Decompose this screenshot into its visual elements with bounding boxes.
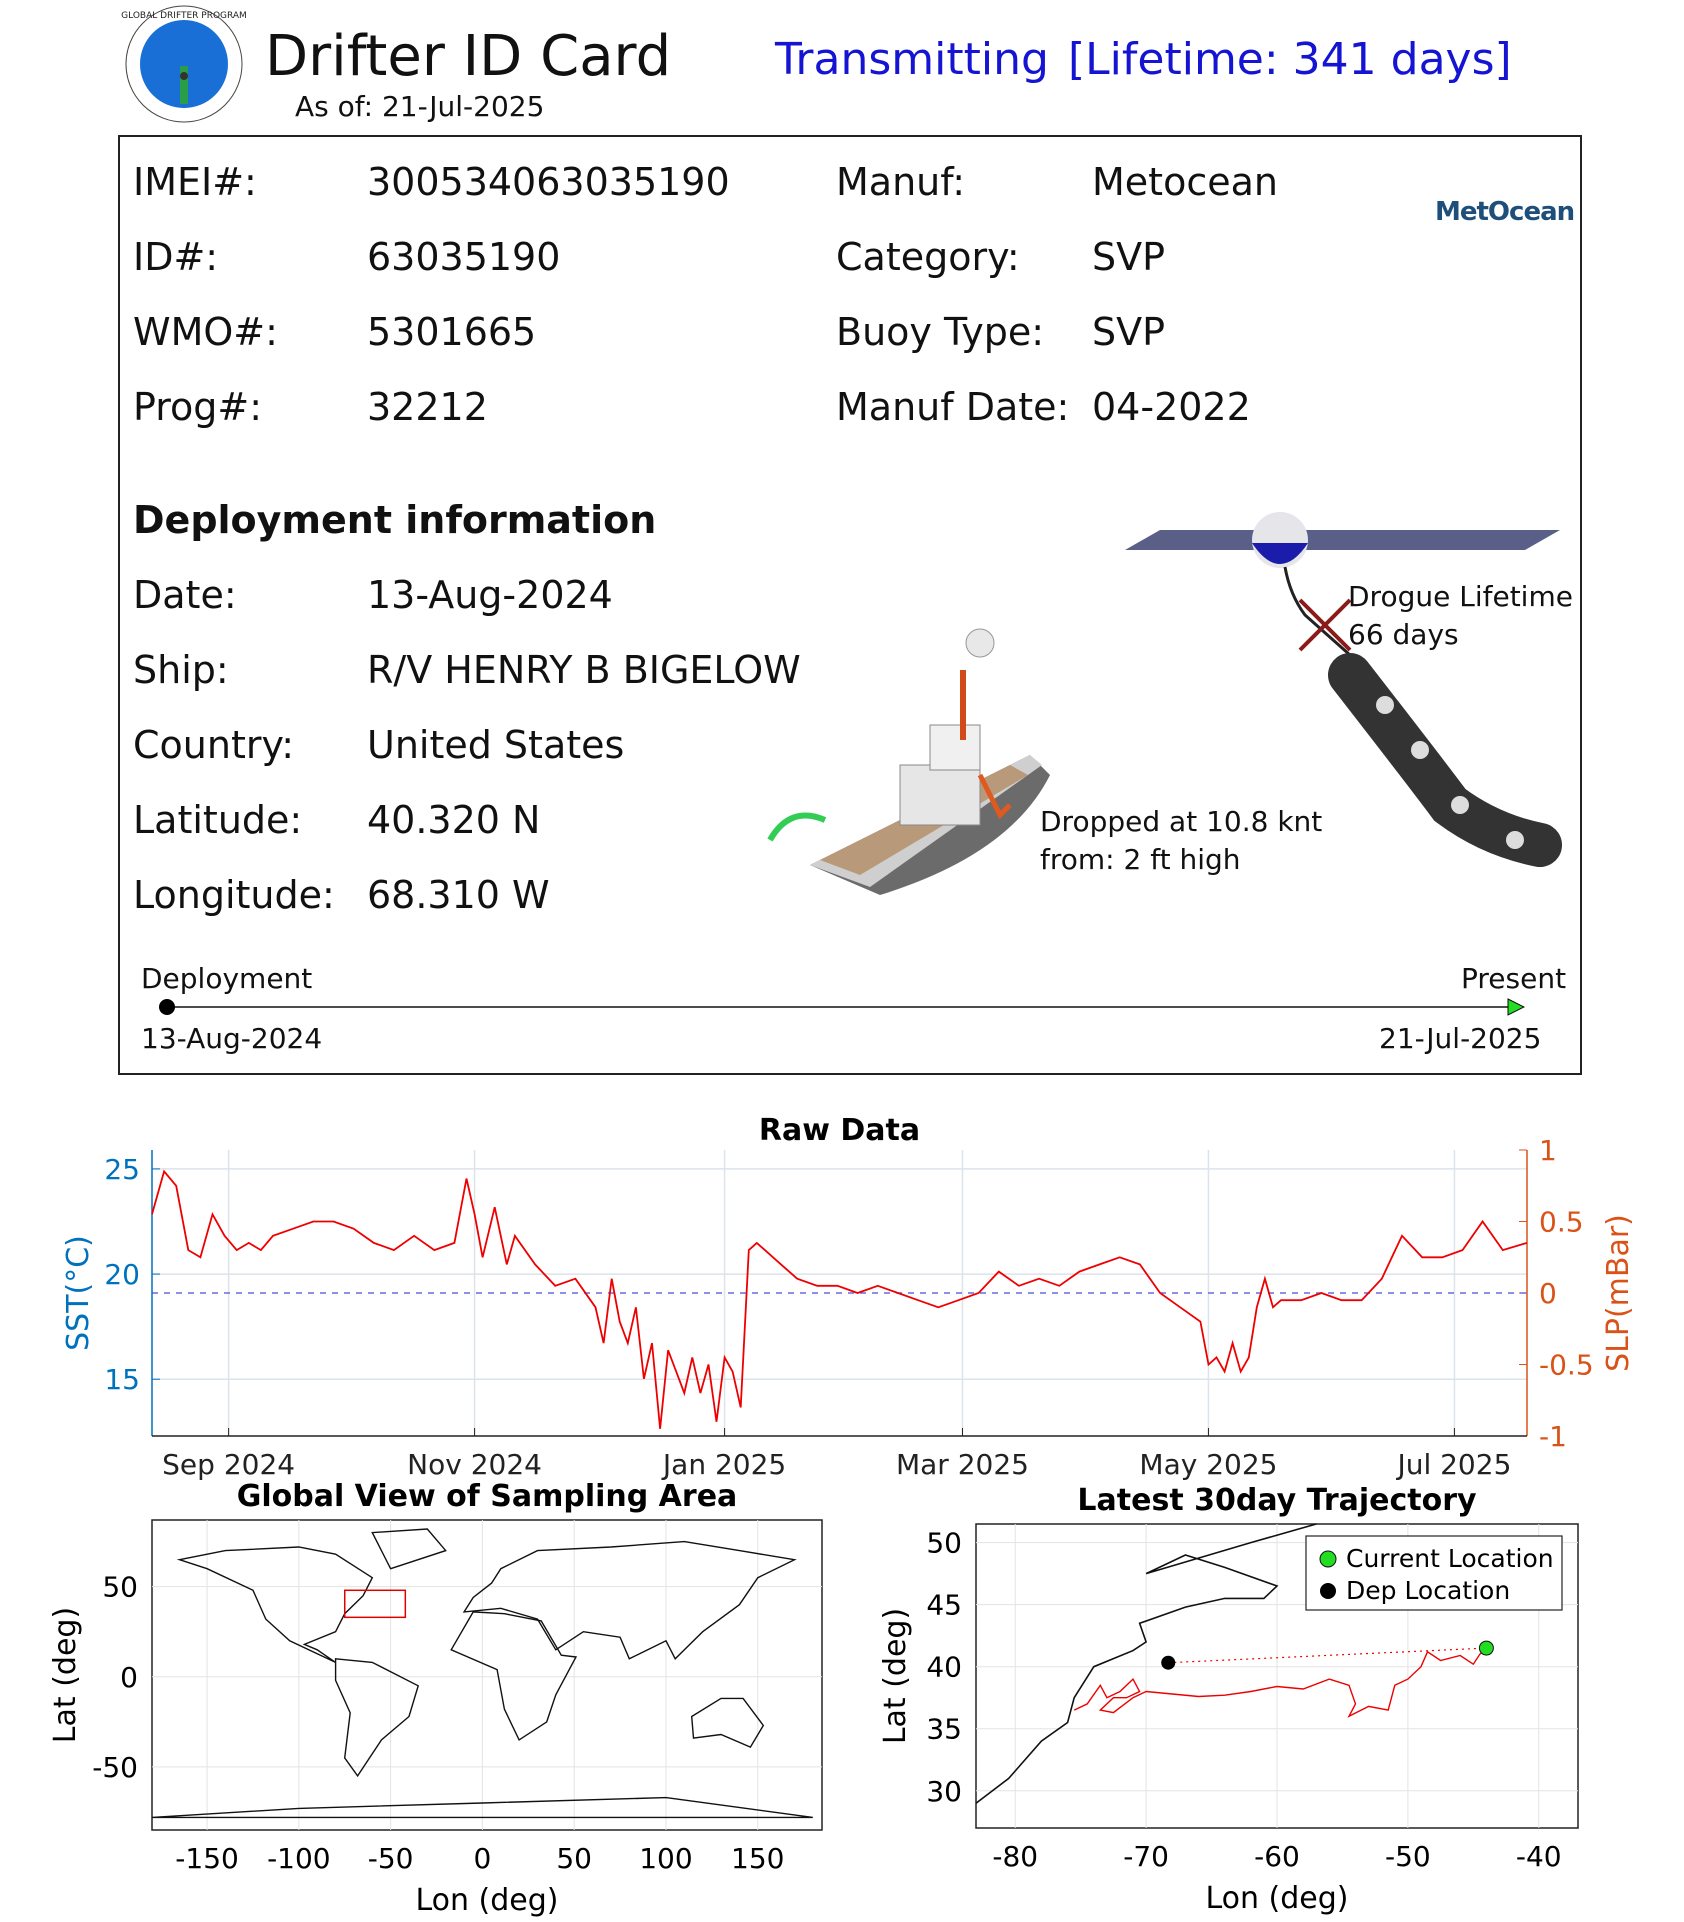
id-label: ID#: [133, 235, 219, 279]
raw-y-right-tick-label: 0.5 [1539, 1205, 1584, 1239]
prog-value: 32212 [367, 385, 488, 429]
global-chart-title: Global View of Sampling Area [236, 1479, 738, 1514]
dep-date-label: Date: [133, 573, 237, 617]
legend-dep-label: Dep Location [1346, 1576, 1511, 1605]
drop-height-text: from: 2 ft high [1040, 843, 1241, 876]
raw-y-left-tick-label: 15 [104, 1363, 140, 1397]
global-x-tick-label: 0 [473, 1842, 492, 1875]
global-x-tick-label: -100 [267, 1842, 331, 1875]
traj-y-tick-label: 35 [926, 1712, 962, 1746]
wmo-label: WMO#: [133, 310, 278, 354]
dep-location-marker [1161, 1656, 1175, 1670]
global-x-tick-label: 150 [731, 1842, 785, 1875]
imei-label: IMEI#: [133, 160, 257, 204]
traj-x-axis-label: Lon (deg) [1205, 1881, 1349, 1916]
trajectory-chart [860, 1470, 1684, 1922]
category-label: Category: [836, 235, 1020, 279]
country-value: United States [367, 723, 625, 767]
raw-x-tick-label: May 2025 [1139, 1448, 1278, 1480]
raw-slp-series-line [152, 1171, 1527, 1428]
raw-y-right-tick-label: 1 [1539, 1134, 1557, 1167]
traj-x-tick-label: -50 [1385, 1840, 1431, 1873]
traj-y-tick-label: 45 [926, 1588, 962, 1622]
raw-chart-title: Raw Data [758, 1113, 921, 1148]
legend-current-label: Current Location [1346, 1544, 1554, 1573]
manuf-value: Metocean [1092, 160, 1278, 204]
lifetime-badge: [Lifetime: 341 days] [1068, 34, 1512, 85]
global-x-tick-label: 50 [556, 1842, 593, 1875]
raw-left-axis-label: SST(°C) [61, 1235, 96, 1351]
global-y-tick-label: 0 [120, 1660, 138, 1694]
lon-label: Longitude: [133, 873, 335, 917]
global-x-tick-label: 100 [639, 1842, 693, 1875]
legend-current-marker [1320, 1551, 1336, 1567]
global-view-chart [0, 1470, 850, 1922]
gdp-logo [118, 2, 258, 130]
id-value: 63035190 [367, 235, 561, 279]
global-y-tick-label: 50 [102, 1570, 138, 1604]
raw-x-tick-label: Jan 2025 [662, 1448, 787, 1480]
raw-y-right-tick-label: 0 [1539, 1277, 1557, 1310]
traj-y-tick-label: 40 [926, 1650, 962, 1684]
country-label: Country: [133, 723, 294, 767]
global-x-axis-label: Lon (deg) [415, 1883, 559, 1918]
timeline-start-marker [159, 999, 175, 1015]
timeline-bar [150, 995, 1530, 1019]
raw-x-tick-label: Jul 2025 [1397, 1448, 1512, 1480]
ship-label: Ship: [133, 648, 229, 692]
raw-x-tick-label: Nov 2024 [407, 1448, 542, 1480]
deployment-heading: Deployment information [133, 498, 657, 542]
legend-dep-marker [1320, 1583, 1336, 1599]
timeline-end-label: Present [1461, 962, 1567, 995]
drogue-lifetime-label: Drogue Lifetime [1348, 580, 1573, 613]
manuf-label: Manuf: [836, 160, 966, 204]
traj-x-tick-label: -40 [1515, 1840, 1562, 1873]
lat-label: Latitude: [133, 798, 303, 842]
manuf-date-value: 04-2022 [1092, 385, 1251, 429]
global-x-tick-label: -50 [367, 1842, 414, 1875]
traj-y-tick-label: 50 [926, 1526, 962, 1560]
lon-value: 68.310 W [367, 873, 550, 917]
raw-y-left-tick-label: 25 [104, 1152, 140, 1186]
traj-y-tick-label: 30 [926, 1774, 962, 1808]
transmit-status: Transmitting [775, 34, 1049, 85]
page-title: Drifter ID Card [265, 24, 672, 89]
lat-value: 40.320 N [367, 798, 541, 842]
timeline-start-label: Deployment [141, 962, 313, 995]
as-of-date: As of: 21-Jul-2025 [295, 90, 545, 123]
drifter-illustration [1120, 505, 1570, 885]
current-location-marker [1479, 1641, 1493, 1655]
buoy-type-label: Buoy Type: [836, 310, 1045, 354]
raw-x-tick-label: Sep 2024 [162, 1448, 296, 1480]
dep-date-value: 13-Aug-2024 [367, 573, 613, 617]
raw-y-right-tick-label: -1 [1539, 1420, 1567, 1453]
raw-data-chart [0, 1100, 1684, 1480]
raw-right-axis-label: SLP(mBar) [1601, 1214, 1636, 1372]
category-value: SVP [1092, 235, 1166, 279]
raw-y-right-tick-label: -0.5 [1539, 1348, 1594, 1382]
traj-chart-title: Latest 30day Trajectory [1077, 1483, 1477, 1518]
global-y-tick-label: -50 [92, 1750, 138, 1784]
imei-value: 300534063035190 [367, 160, 730, 204]
prog-label: Prog#: [133, 385, 263, 429]
traj-y-axis-label: Lat (deg) [878, 1607, 913, 1745]
logo-ring-text: GLOBAL DRIFTER PROGRAM [121, 11, 247, 21]
manuf-date-label: Manuf Date: [836, 385, 1070, 429]
raw-y-left-tick-label: 20 [104, 1258, 140, 1292]
drop-speed-text: Dropped at 10.8 knt [1040, 805, 1323, 838]
raw-x-tick-label: Mar 2025 [895, 1448, 1029, 1480]
ship-value: R/V HENRY B BIGELOW [367, 648, 801, 692]
traj-x-tick-label: -80 [992, 1840, 1039, 1873]
traj-x-tick-label: -70 [1123, 1840, 1169, 1873]
drogue-lifetime-days: 66 days [1348, 618, 1459, 651]
timeline-present-marker [1508, 999, 1524, 1015]
traj-x-tick-label: -60 [1254, 1840, 1300, 1873]
ship-illustration [760, 625, 1070, 905]
timeline-start-date: 13-Aug-2024 [141, 1022, 323, 1055]
manufacturer-logo: MetOcean [1435, 197, 1575, 227]
global-plot-area [152, 1520, 822, 1830]
buoy-type-value: SVP [1092, 310, 1166, 354]
wmo-value: 5301665 [367, 310, 537, 354]
timeline-end-date: 21-Jul-2025 [1379, 1022, 1542, 1055]
global-y-axis-label: Lat (deg) [48, 1606, 83, 1744]
global-x-tick-label: -150 [175, 1842, 239, 1875]
